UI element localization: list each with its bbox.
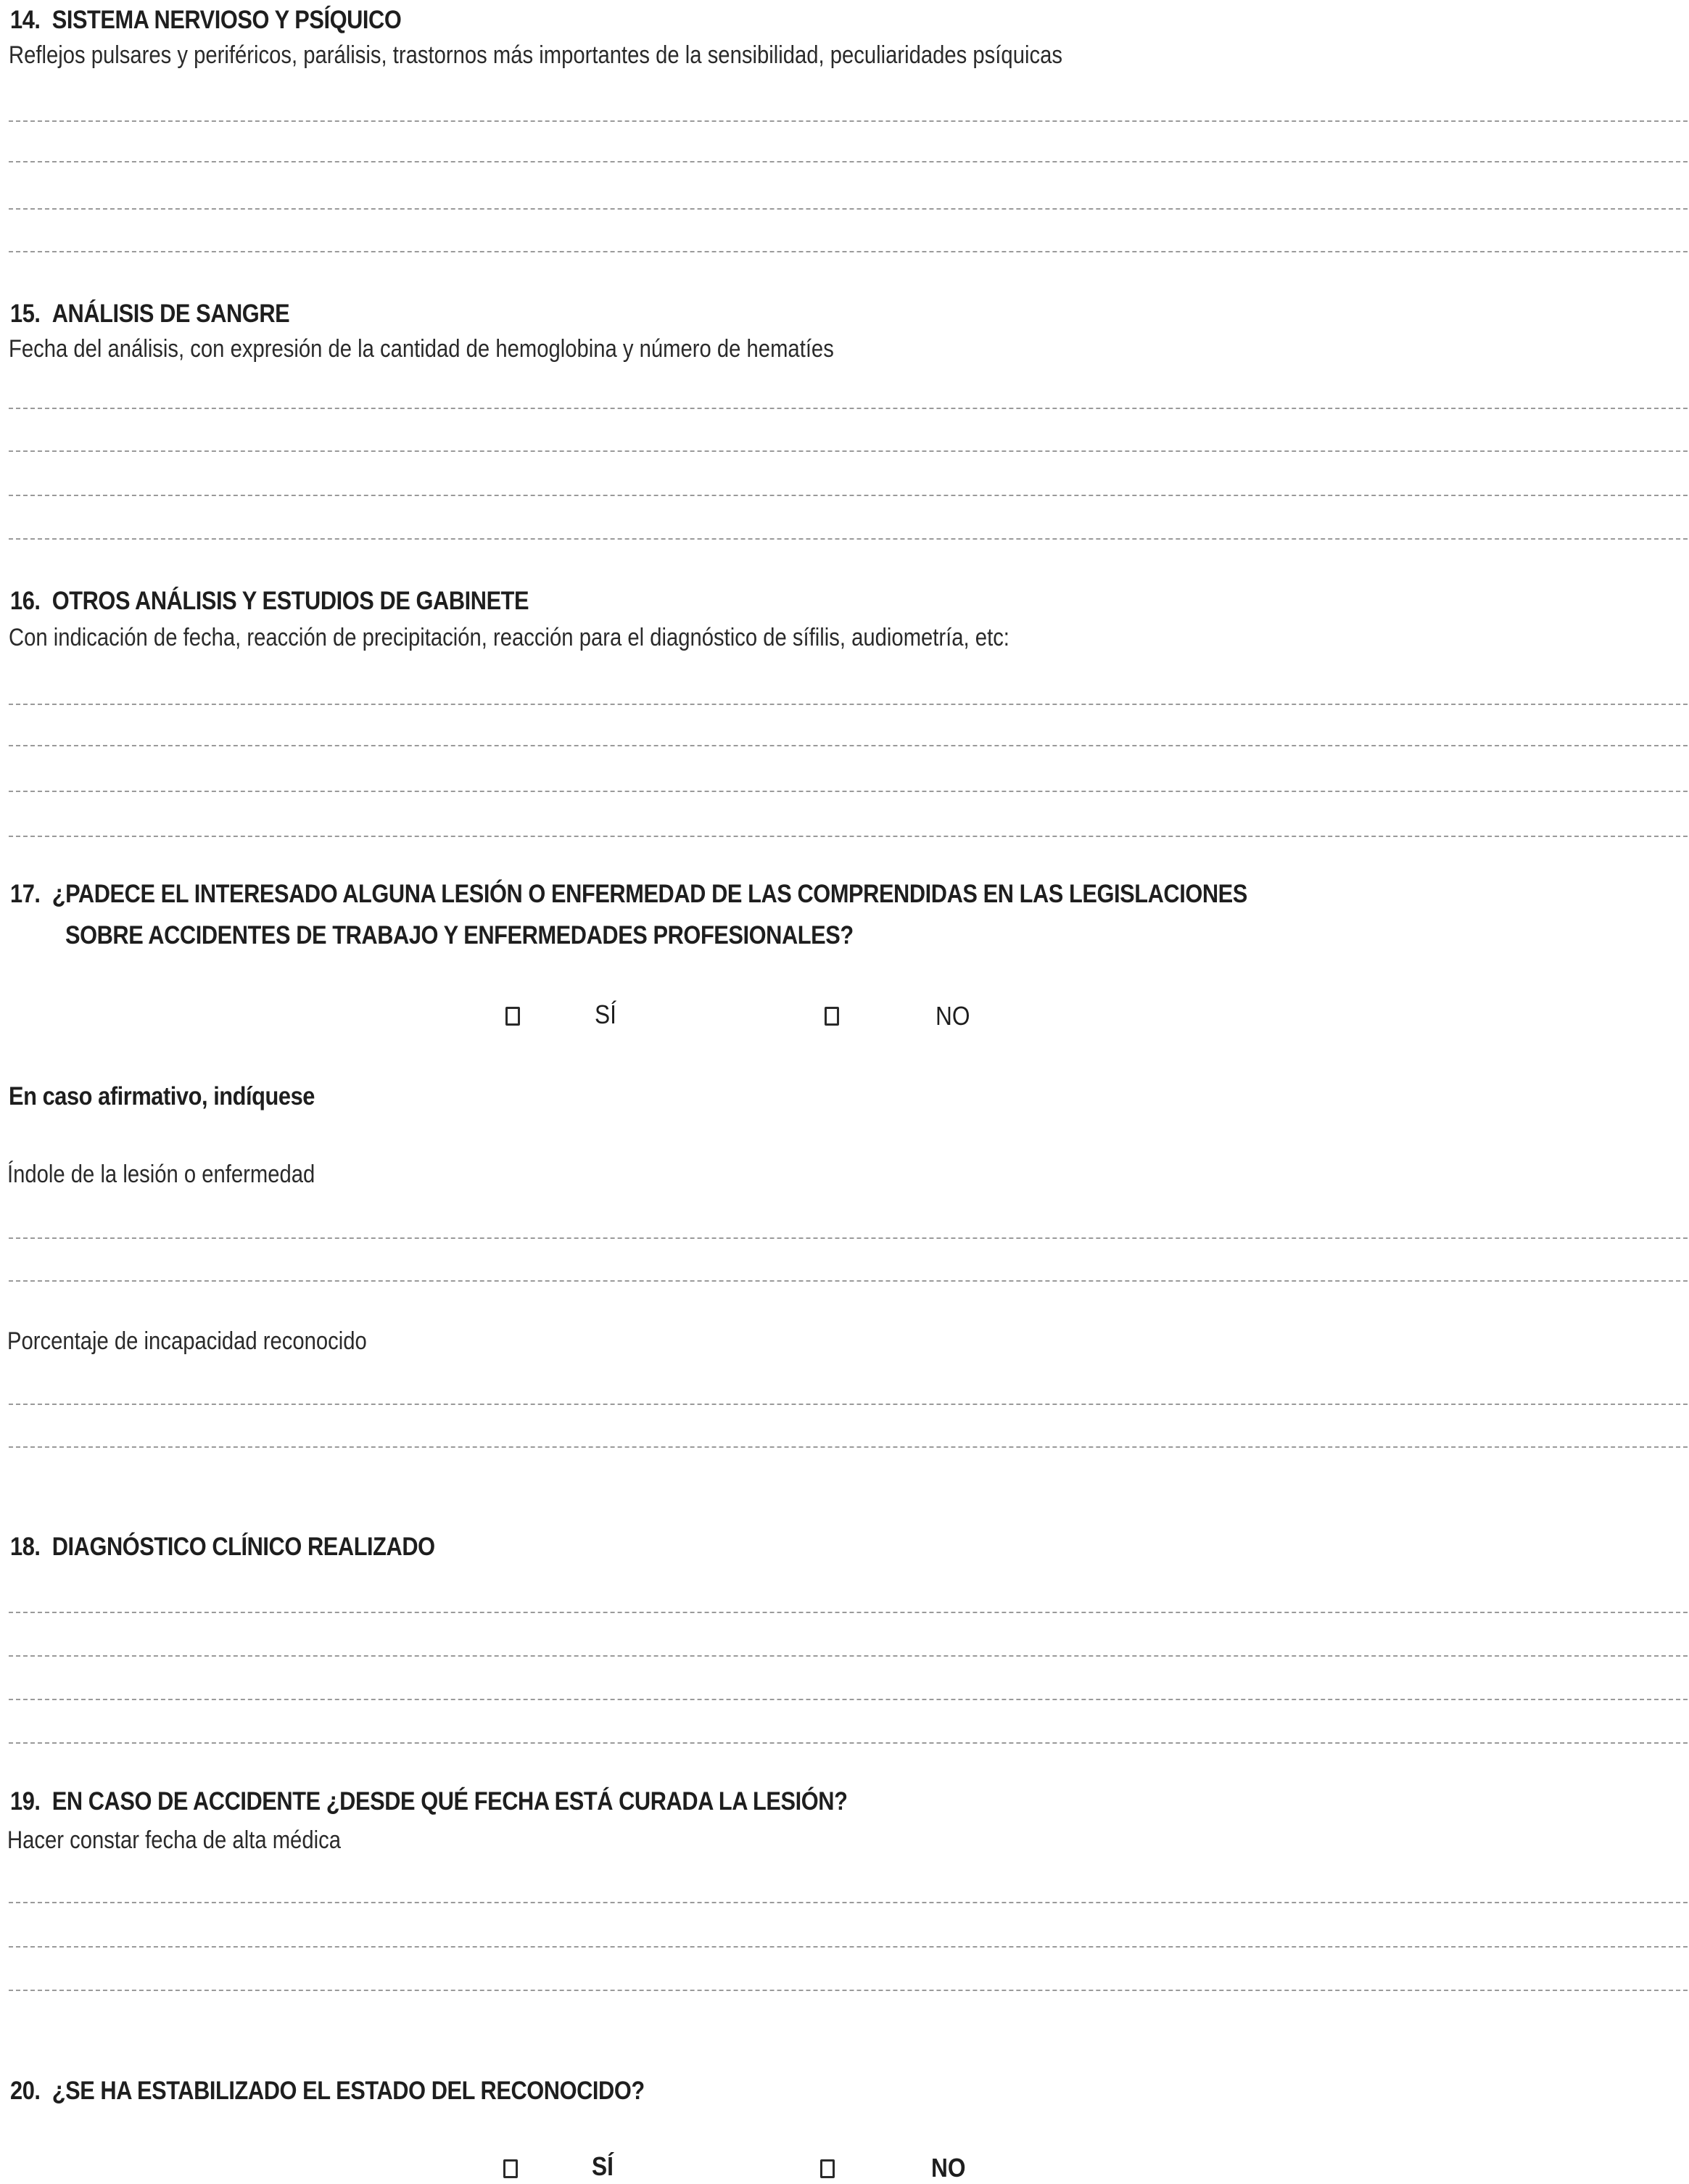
section-18-number: 18. xyxy=(10,1533,41,1561)
section-17-nature-line-2[interactable] xyxy=(9,1280,1688,1282)
section-15-title xyxy=(10,300,289,329)
section-16-answer-line-3[interactable] xyxy=(9,791,1688,792)
section-16-description: Con indicación de fecha, reacción de precipitación, reacción para el diagnóstico de sífilis, audiometría, etc: xyxy=(9,624,1009,651)
section-17-yes-checkbox[interactable] xyxy=(505,1007,520,1026)
section-19-answer-line-1[interactable] xyxy=(9,1902,1688,1903)
section-17-percentage-label: Porcentaje de incapacidad reconocido xyxy=(7,1327,367,1355)
section-19-answer-line-2[interactable] xyxy=(9,1946,1688,1948)
section-16-answer-line-1[interactable] xyxy=(9,704,1688,705)
section-14-answer-line-3[interactable] xyxy=(9,208,1688,210)
section-19-description: Hacer constar fecha de alta médica xyxy=(7,1826,341,1854)
section-20-yes-label: SÍ xyxy=(592,2151,614,2181)
section-17-no-label: NO xyxy=(936,1001,970,1031)
section-15-title-text: ANÁLISIS DE SANGRE xyxy=(51,300,290,328)
section-19-answer-line-3[interactable] xyxy=(9,1990,1688,1991)
section-20-no-checkbox[interactable] xyxy=(820,2159,835,2178)
section-18-title-text: DIAGNÓSTICO CLÍNICO REALIZADO xyxy=(51,1533,435,1561)
section-15-answer-line-2[interactable] xyxy=(9,450,1688,452)
section-20-title-text: ¿SE HA ESTABILIZADO EL ESTADO DEL RECONOCIDO? xyxy=(51,2077,645,2105)
section-17-percentage-line-2[interactable] xyxy=(9,1446,1688,1448)
section-19-title xyxy=(10,1787,847,1816)
section-20-yes-checkbox[interactable] xyxy=(503,2159,518,2178)
section-16-answer-line-2[interactable] xyxy=(9,745,1688,746)
section-17-affirmative-label: En caso afirmativo, indíquese xyxy=(9,1082,315,1110)
section-15-answer-line-1[interactable] xyxy=(9,408,1688,409)
section-17-title-line-1: ¿PADECE EL INTERESADO ALGUNA LESIÓN O ENFERMEDAD DE LAS COMPRENDIDAS EN LAS LEGISLACIONES xyxy=(51,880,1247,908)
section-18-answer-line-2[interactable] xyxy=(9,1655,1688,1657)
section-19-title-text: EN CASO DE ACCIDENTE ¿DESDE QUÉ FECHA ESTÁ CURADA LA LESIÓN? xyxy=(51,1787,848,1816)
section-17-nature-line-1[interactable] xyxy=(9,1237,1688,1239)
section-17-nature-label: Índole de la lesión o enfermedad xyxy=(7,1161,315,1188)
section-16-number: 16. xyxy=(10,587,41,615)
section-17-title-line-2: SOBRE ACCIDENTES DE TRABAJO Y ENFERMEDADES PROFESIONALES? xyxy=(65,921,854,949)
section-15-description: Fecha del análisis, con expresión de la cantidad de hemoglobina y número de hematíes xyxy=(9,335,834,363)
section-15-answer-line-4[interactable] xyxy=(9,538,1688,540)
section-20-title xyxy=(10,2077,645,2106)
section-14-answer-line-1[interactable] xyxy=(9,120,1688,122)
section-17-yes-label: SÍ xyxy=(595,1000,616,1029)
section-18-answer-line-1[interactable] xyxy=(9,1612,1688,1613)
section-17-no-checkbox[interactable] xyxy=(825,1007,839,1026)
section-14-answer-line-2[interactable] xyxy=(9,161,1688,162)
section-14-description: Reflejos pulsares y periféricos, parálisis, trastornos más importantes de la sensibilidad, peculiaridades psíquicas xyxy=(9,41,1062,69)
section-18-answer-line-4[interactable] xyxy=(9,1742,1688,1744)
section-16-title xyxy=(10,587,529,616)
section-16-title-text: OTROS ANÁLISIS Y ESTUDIOS DE GABINETE xyxy=(51,587,529,615)
section-14-title xyxy=(10,6,401,35)
section-17-number: 17. xyxy=(10,880,41,908)
section-15-answer-line-3[interactable] xyxy=(9,495,1688,496)
section-19-number: 19. xyxy=(10,1787,41,1816)
section-16-answer-line-4[interactable] xyxy=(9,836,1688,837)
section-18-title xyxy=(10,1533,435,1562)
section-14-answer-line-4[interactable] xyxy=(9,251,1688,252)
section-15-number: 15. xyxy=(10,300,41,328)
section-17-percentage-line-1[interactable] xyxy=(9,1404,1688,1405)
section-18-answer-line-3[interactable] xyxy=(9,1699,1688,1700)
section-14-number: 14. xyxy=(10,6,41,34)
section-20-number: 20. xyxy=(10,2077,41,2105)
section-14-title-text: SISTEMA NERVIOSO Y PSÍQUICO xyxy=(51,6,402,34)
section-20-no-label: NO xyxy=(931,2153,966,2183)
section-17-title xyxy=(10,880,1247,909)
